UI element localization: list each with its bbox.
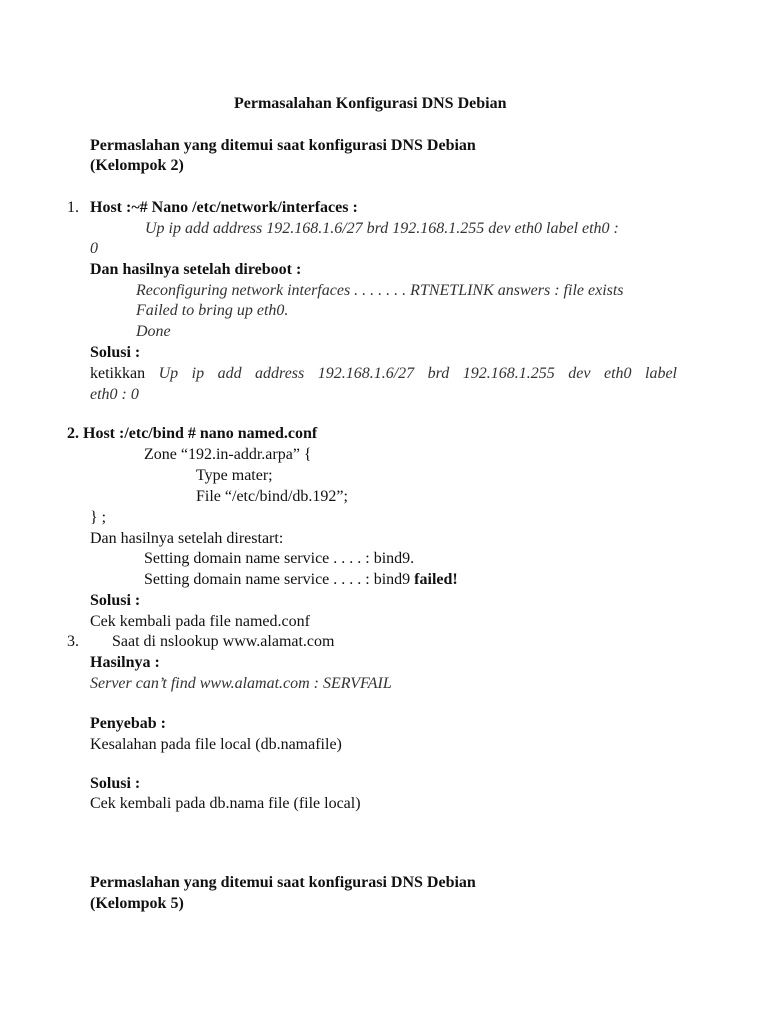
- item1-config-line-cont: 0: [90, 240, 98, 257]
- item3-solution-label: Solusi :: [90, 775, 141, 792]
- section-heading-group2: Permaslahan yang ditemui saat konfigurasi DNS Debian: [90, 137, 476, 154]
- item1-host-command: Host :~# Nano /etc/network/interfaces :: [90, 199, 358, 216]
- item2-result-label: Dan hasilnya setelah direstart:: [90, 530, 284, 547]
- item2-result-text: Setting domain name service . . . . : bind9: [144, 571, 411, 588]
- list-number-1: 1.: [67, 199, 79, 216]
- item1-result-line: Failed to bring up eth0.: [136, 302, 289, 319]
- item2-result-line: Setting domain name service . . . . : bind9.: [144, 550, 415, 567]
- item2-file-line: File “/etc/bind/db.192”;: [196, 488, 348, 505]
- item1-solution-prefix: ketikkan: [90, 365, 146, 382]
- item1-result-line: Done: [136, 323, 171, 340]
- item3-cause-label: Penyebab :: [90, 715, 166, 732]
- item1-result-line: Reconfiguring network interfaces . . . . . . . RTNETLINK answers : file exists: [136, 282, 624, 299]
- item2-host-command: 2. Host :/etc/bind # nano named.conf: [67, 425, 318, 442]
- item2-failed-text: failed!: [414, 571, 458, 588]
- page-title: Permasalahan Konfigurasi DNS Debian: [234, 95, 507, 112]
- item2-type-line: Type mater;: [196, 467, 273, 484]
- item2-solution-label: Solusi :: [90, 592, 141, 609]
- list-number-3: 3.: [67, 633, 79, 650]
- item1-solution-command: Up ip add address 192.168.1.6/27 brd 192.168.1.255 dev eth0 label: [158, 365, 678, 382]
- item1-solution-line: [90, 364, 677, 384]
- item3-cause-text: Kesalahan pada file local (db.namafile): [90, 736, 342, 753]
- item2-result-line-failed: [144, 570, 458, 590]
- item3-solution-text: Cek kembali pada db.nama file (file local): [90, 795, 361, 812]
- item3-text: Saat di nslookup www.alamat.com: [112, 633, 335, 650]
- item3-result-text: Server can’t find www.alamat.com : SERVFAIL: [90, 675, 392, 692]
- item3-result-label: Hasilnya :: [90, 654, 160, 671]
- item2-zone-line: Zone “192.in-addr.arpa” {: [144, 446, 312, 463]
- item1-solution-label: Solusi :: [90, 344, 141, 361]
- item1-solution-command-cont: eth0 : 0: [90, 386, 139, 403]
- section-heading-group5: Permaslahan yang ditemui saat konfigurasi DNS Debian: [90, 874, 476, 891]
- item2-close-brace: } ;: [90, 509, 107, 526]
- item1-config-line: Up ip add address 192.168.1.6/27 brd 192.168.1.255 dev eth0 label eth0 :: [145, 220, 619, 237]
- item2-solution-text: Cek kembali pada file named.conf: [90, 613, 310, 630]
- group-label-5: (Kelompok 5): [90, 895, 184, 912]
- item1-result-label: Dan hasilnya setelah direboot :: [90, 261, 302, 278]
- group-label-2: (Kelompok 2): [90, 157, 184, 174]
